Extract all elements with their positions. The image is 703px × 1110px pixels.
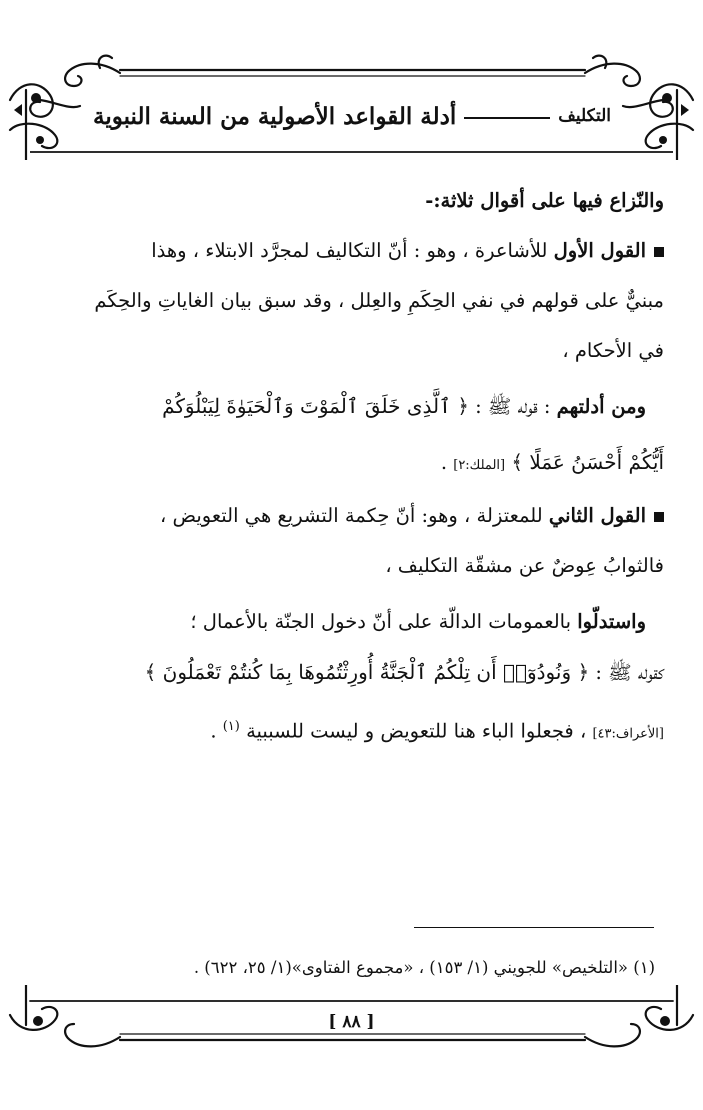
quran-verse-1b: أَيُّكُمْ أَحْسَنُ عَمَلًا ﴾ bbox=[511, 450, 664, 474]
title-separator bbox=[464, 117, 550, 119]
footnote-marker: (١) bbox=[222, 719, 240, 734]
paragraph-3-line-2: فالثوابُ عِوضٌ عن مشقّة التكليف ، bbox=[385, 554, 664, 577]
paragraph-4-line-2 bbox=[145, 653, 664, 692]
paragraph-2-line-2 bbox=[441, 443, 664, 485]
p4-label: واستدلّوا bbox=[577, 610, 646, 633]
book-title: أدلة القواعد الأصولية من السنة النبوية bbox=[93, 102, 457, 130]
p2-label: ومن أدلتهم bbox=[556, 395, 646, 418]
paragraph-2-line-1 bbox=[162, 387, 646, 426]
verse-ref-2: [الأعراف:٤٣] bbox=[592, 726, 664, 742]
p3-text-1: للمعتزلة ، وهو: أنّ حِكمة التشريع هي التعويض ، bbox=[159, 504, 543, 527]
footnote: (١) «التلخيص» للجويني (١/ ١٥٣) ، «مجموع الفتاوى»(١/ ٢٥، ٦٢٢) . bbox=[193, 958, 655, 977]
paragraph-1-line-2: مبنيٌّ على قولهم في نفي الحِكَمِ والعِلل ، وقد سبق بيان الغاياتِ والحِكَم bbox=[94, 289, 664, 312]
running-header bbox=[93, 96, 611, 136]
chapter-title: التكليف bbox=[558, 106, 611, 126]
bullet-icon bbox=[654, 512, 664, 522]
quran-verse-1a: ﴿ ٱلَّذِى خَلَقَ ٱلْمَوْتَ وَٱلْحَيَوٰةَ لِيَبْلُوَكُمْ bbox=[162, 394, 469, 418]
p4-text-2: كقوله ﷺ : bbox=[595, 661, 664, 684]
page-number: [ ٨٨ ] bbox=[328, 1012, 375, 1032]
paragraph-1-line-1 bbox=[151, 232, 664, 270]
paragraph-3-line-1 bbox=[160, 497, 664, 535]
p1-text-1: للأشاعرة ، وهو : أنّ التكاليف لمجرَّد الابتلاء ، وهذا bbox=[151, 239, 548, 262]
p4-text-3: ، فجعلوا الباء هنا للتعويض و ليست للسببية bbox=[246, 719, 587, 743]
p2-end: . bbox=[440, 451, 448, 474]
p2-text-1: : قوله ﷺ : bbox=[475, 395, 551, 418]
footnote-divider bbox=[414, 927, 654, 928]
p4-end: . bbox=[210, 719, 217, 743]
verse-ref-1: [الملك:٢] bbox=[453, 458, 506, 473]
paragraph-4-line-1 bbox=[190, 603, 646, 641]
intro-line: والنّزاع فيها على أقوال ثلاثة:- bbox=[425, 189, 664, 212]
p4-text-1: بالعمومات الدالّة على أنّ دخول الجنّة بالأعمال ؛ bbox=[190, 610, 572, 633]
paragraph-4-line-3 bbox=[210, 708, 664, 754]
p3-label: القول الثاني bbox=[548, 504, 646, 527]
quran-verse-2: ﴿ وَنُودُوٓا۟ أَن تِلْكُمُ ٱلْجَنَّةُ أُورِثْتُمُوهَا بِمَا كُنتُمْ تَعْمَلُونَ ﴾ bbox=[144, 660, 590, 684]
paragraph-1-line-3: في الأحكام ، bbox=[562, 339, 664, 362]
p1-label: القول الأول bbox=[553, 239, 646, 262]
bullet-icon bbox=[654, 247, 664, 257]
